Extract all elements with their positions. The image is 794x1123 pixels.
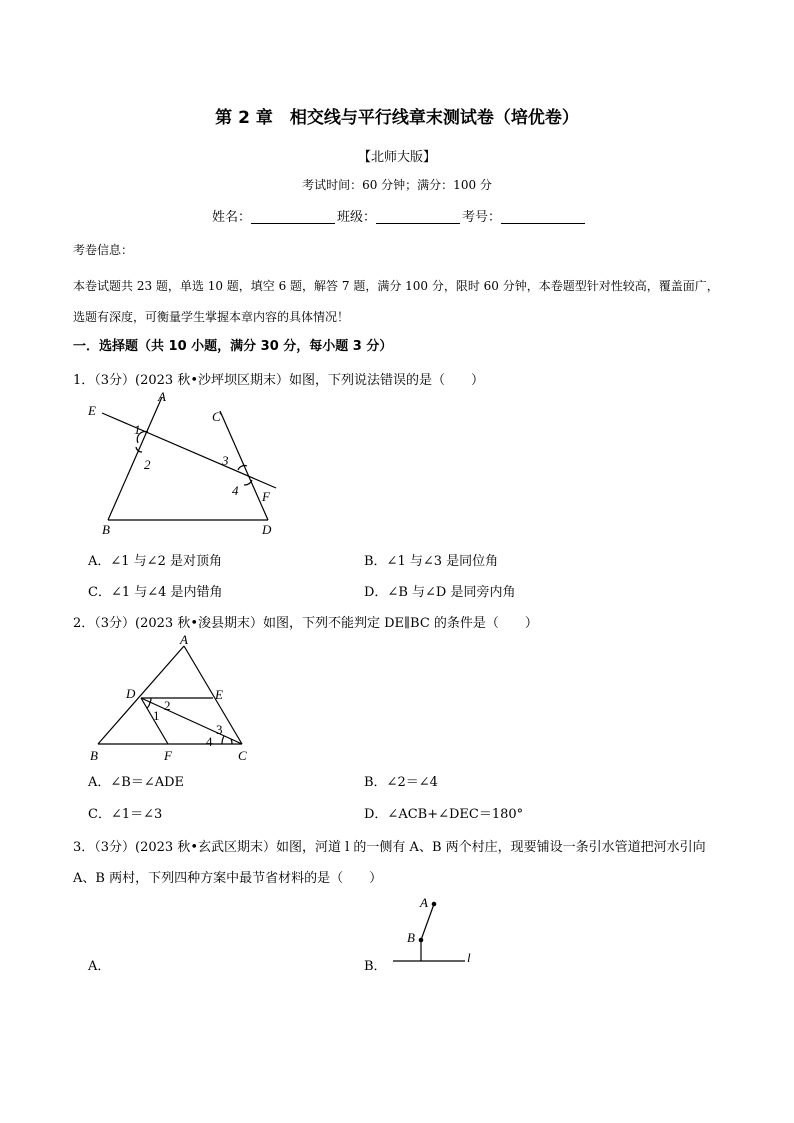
q2-option-b[interactable]: B．∠2＝∠4 — [364, 775, 438, 790]
edition-label: 【北师大版】 — [357, 150, 436, 165]
line-ac — [184, 646, 242, 744]
q1-option-d[interactable]: D．∠B 与∠D 是同旁内角 — [364, 585, 516, 600]
angle-1-arc — [147, 702, 150, 708]
q2-option-a[interactable]: A．∠B＝∠ADE — [88, 775, 185, 790]
label-d: D — [126, 686, 136, 701]
angle-1-label: 1 — [153, 708, 160, 723]
q3-option-a[interactable]: A． — [88, 959, 111, 974]
angle-2-label: 2 — [144, 457, 151, 472]
exam-time-info: 考试时间：60 分钟；满分：100 分 — [302, 178, 492, 192]
q1-option-a[interactable]: A．∠1 与∠2 是对顶角 — [88, 554, 222, 569]
label-a: A — [420, 895, 428, 910]
question-1-stem: 1．（3分）(2023 秋•沙坪坝区期末）如图，下列说法错误的是（ ） — [73, 373, 484, 388]
angle-2-label: 2 — [164, 698, 171, 713]
angle-4-arc — [222, 736, 224, 744]
question-3-stem: 3．（3分）(2023 秋•玄武区期末）如图，河道 l 的一侧有 A、B 两个村庄，现要铺设一条引水管道把河水引向 A、B 两村，下列四种方案中最节省材料的是（ ） — [73, 840, 706, 886]
label-b: B — [407, 930, 415, 945]
question-2-figure — [84, 632, 264, 767]
point-b — [419, 938, 424, 943]
label-b: B — [90, 748, 98, 763]
number-label: 考号： — [462, 210, 502, 225]
angle-3-arc — [231, 739, 232, 744]
info-text: 本卷试题共 23 题，单选 10 题，填空 6 题，解答 7 题，满分 100 分，限时 60 分钟，本卷题型针对性较高，覆盖面广，选题有深度，可衡量学生掌握本章内容的具体情况！ — [73, 279, 719, 324]
line-ab — [108, 397, 162, 520]
class-label: 班级： — [337, 210, 377, 225]
name-blank[interactable] — [251, 209, 335, 224]
angle-3-label: 3 — [216, 722, 223, 737]
label-e: E — [88, 403, 96, 418]
label-f: F — [164, 748, 172, 763]
angle-4-label: 4 — [232, 483, 239, 498]
name-label: 姓名： — [212, 210, 252, 225]
label-e: E — [215, 687, 223, 702]
label-d: D — [262, 522, 272, 537]
exam-title: 第 2 章 相交线与平行线章末测试卷（培优卷） — [215, 108, 579, 128]
point-a — [432, 902, 437, 907]
question-1-figure — [80, 385, 290, 545]
q2-option-d[interactable]: D．∠ACB+∠DEC＝180° — [364, 807, 524, 822]
q1-option-c[interactable]: C．∠1 与∠4 是内错角 — [88, 585, 223, 600]
q1-option-b[interactable]: B．∠1 与∠3 是同位角 — [364, 554, 499, 569]
label-b: B — [102, 522, 110, 537]
line-ab — [98, 646, 184, 744]
label-a: A — [158, 389, 166, 404]
number-blank[interactable] — [501, 209, 585, 224]
label-l: l — [467, 950, 471, 965]
q2-option-c[interactable]: C．∠1＝∠3 — [88, 807, 163, 822]
angle-3-label: 3 — [222, 453, 229, 468]
class-blank[interactable] — [376, 209, 460, 224]
label-c: C — [212, 409, 221, 424]
q3-option-b[interactable]: B． — [364, 959, 387, 974]
student-info-fields — [212, 206, 587, 225]
label-f: F — [262, 489, 270, 504]
angle-4-label: 4 — [206, 734, 213, 749]
line-ef — [102, 413, 276, 488]
label-c: C — [238, 748, 247, 763]
q3-option-b-figure — [385, 890, 485, 970]
angle-1-label: 1 — [134, 422, 141, 437]
question-2-stem: 2．（3分）(2023 秋•浚县期末）如图，下列不能判定 DE∥BC 的条件是（ ） — [73, 616, 538, 631]
section-title: 一．选择题（共 10 小题，满分 30 分，每小题 3 分） — [73, 339, 393, 354]
label-a: A — [180, 632, 188, 647]
info-label: 考卷信息： — [73, 243, 134, 257]
